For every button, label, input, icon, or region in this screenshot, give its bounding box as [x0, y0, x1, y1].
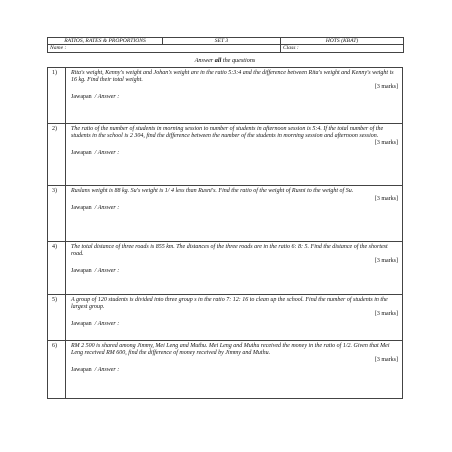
- question-text: The ratio of the number of students in morning session to number of students in afternoon session is 5:4. If the total number of the students in the school is 2 304, find the difference between the number of the students in morning session and afternoon session.: [71, 125, 384, 139]
- answer-label: Jawapan / Answer :: [71, 150, 120, 157]
- worksheet: [47, 37, 403, 399]
- answer-label: Jawapan / Answer :: [71, 94, 120, 101]
- instruction: [47, 57, 403, 64]
- question-body: [66, 242, 402, 294]
- question-number: 2): [48, 124, 66, 185]
- question-number: 6): [48, 341, 66, 398]
- question-text: The total distance of three roads is 855 km. The distances of the three roads are in the ratio 6: 8: 5. Find the distance of the shortest road.: [71, 243, 388, 257]
- question-marks: [3 marks]: [374, 195, 398, 202]
- question-5: [47, 295, 403, 341]
- question-body: [66, 295, 402, 340]
- name-cell: Name :: [48, 45, 281, 52]
- question-text: RM 2 500 is shared among Jimmy, Mei Leng and Muthu. Mei Leng and Muthu received the money in the ratio of 1/2. Given that Mei Leng received RM 600, find the difference of money received by Jimmy and Muthu.: [71, 342, 390, 356]
- set-cell: SET 3: [163, 38, 281, 45]
- level-cell: HOTS (KBAT): [281, 38, 404, 45]
- answer-label: Jawapan / Answer :: [71, 321, 120, 328]
- question-3: [47, 186, 403, 242]
- question-number: 3): [48, 186, 66, 241]
- question-number: 1): [48, 68, 66, 123]
- question-1: [47, 68, 403, 124]
- question-marks: [3 marks]: [374, 84, 398, 91]
- question-marks: [3 marks]: [374, 311, 398, 318]
- questions-list: [47, 67, 403, 399]
- question-marks: [3 marks]: [374, 140, 398, 147]
- class-cell: Class :: [281, 45, 404, 52]
- question-text: A group of 120 students is divided into three group s in the ratio 7: 12: 16 to clean up the school. Find the number of students in the largest group.: [71, 296, 388, 310]
- question-4: [47, 242, 403, 295]
- topic-cell: RATIOS, RATES & PROPORTIONS: [48, 38, 163, 45]
- question-marks: [3 marks]: [374, 357, 398, 364]
- header-table: [47, 37, 404, 53]
- instruction-after: the questions: [221, 56, 256, 64]
- question-body: [66, 124, 402, 185]
- question-body: [66, 68, 402, 123]
- question-2: [47, 124, 403, 186]
- question-number: 4): [48, 242, 66, 294]
- answer-label: Jawapan / Answer :: [71, 205, 120, 212]
- question-body: [66, 186, 402, 241]
- question-number: 5): [48, 295, 66, 340]
- answer-label: Jawapan / Answer :: [71, 367, 120, 374]
- question-text: Ruslans weight is 88 kg. Su's weight is 1/ 4 less than Rusni's. Find the ratio of the weight of Rusni to the weight of Su.: [71, 187, 354, 194]
- answer-label: Jawapan / Answer :: [71, 268, 120, 275]
- instruction-bold: all: [214, 56, 222, 64]
- instruction-before: Answer: [194, 56, 215, 64]
- question-marks: [3 marks]: [374, 258, 398, 265]
- question-6: [47, 341, 403, 399]
- question-body: [66, 341, 402, 398]
- question-text: Rita's weight, Kenny's weight and Johan's weight are in the ratio 5:3:4 and the difference between Rita's weight and Kenny's weight is 16 kg. Find their total weight.: [71, 69, 394, 83]
